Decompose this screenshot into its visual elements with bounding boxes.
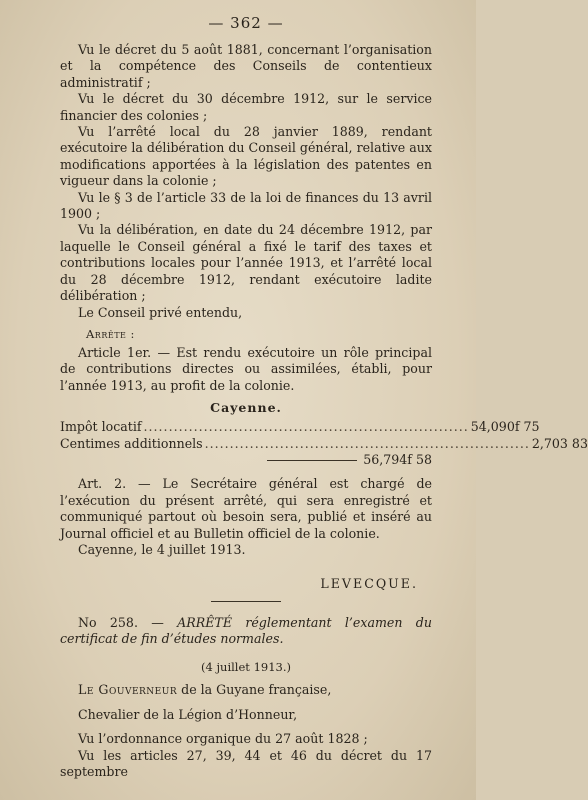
paragraph-decret-1881: Vu le décret du 5 août 1881, concernant l’organisation et la compétence des Conseils de contentieux administratif ; bbox=[60, 42, 432, 90]
governor-title: Le Gouverneur bbox=[78, 682, 178, 698]
arrete-label: Arrête : bbox=[86, 326, 135, 341]
item-value: 54,090f 75 bbox=[470, 419, 540, 435]
governor-rest: de la Guyane française, bbox=[177, 682, 332, 698]
place-date: Cayenne, le 4 juillet 1913. bbox=[78, 541, 246, 557]
total-row bbox=[60, 452, 432, 468]
paragraph-decret-1912: Vu le décret du 30 décembre 1912, sur le service financier des colonies ; bbox=[60, 91, 432, 123]
decree-title: ARRÊTÉ réglementant l’examen du certificat de fin d’études normales. bbox=[60, 614, 432, 647]
decree-number: No 258. — bbox=[78, 614, 164, 630]
article-1: Article 1er. — Est rendu exécutoire un rôle principal de contributions directes ou assimilées, établi, pour l’année 1913, au profit de la colonie. bbox=[60, 344, 432, 393]
section-title-cayenne: Cayenne. bbox=[210, 400, 282, 416]
table-row bbox=[60, 435, 588, 452]
decree-date: (4 juillet 1913.) bbox=[201, 660, 291, 675]
item-value: 2,703 83 bbox=[531, 435, 588, 451]
decree-heading bbox=[60, 615, 432, 648]
governor-line bbox=[60, 682, 432, 698]
paragraph-conseil-prive: Le Conseil privé entendu, bbox=[78, 304, 243, 320]
item-label: Impôt locatif bbox=[60, 419, 142, 435]
article-2: Art. 2. — Le Secrétaire général est chargé de l’exécution du présent arrêté, qui sera enregistré et communiqué partout où besoin sera, publié et inséré au Journal officiel et au Bulletin officiel de la colonie. bbox=[60, 476, 432, 541]
page-number: — 362 — bbox=[208, 14, 284, 32]
total-rule bbox=[267, 460, 357, 461]
chevalier-line: Chevalier de la Légion d’Honneur, bbox=[78, 706, 298, 722]
section-divider bbox=[211, 601, 281, 602]
item-label: Centimes additionnels bbox=[60, 435, 203, 451]
table-row bbox=[60, 419, 540, 435]
leader-dots: ................................................................. bbox=[204, 435, 530, 451]
signature: LEVECQUE. bbox=[320, 576, 418, 592]
paragraph-loi-1900: Vu le § 3 de l’article 33 de la loi de finances du 13 avril 1900 ; bbox=[60, 189, 432, 222]
total-value: 56,794f 58 bbox=[363, 451, 432, 467]
paragraph-deliberation-1912: Vu la délibération, en date du 24 décembre 1912, par laquelle le Conseil général a fixé le tarif des taxes et contributions locales pour l’année 1913, et l’arrêté local du 28 décembre 1912, rendant exécutoire ladite délibération ; bbox=[60, 222, 432, 304]
vu-ordonnance: Vu l’ordonnance organique du 27 août 1828 ; bbox=[78, 731, 368, 747]
vu-articles: Vu les articles 27, 39, 44 et 46 du décret du 17 septembre bbox=[60, 747, 432, 779]
leader-dots: ................................................................. bbox=[143, 419, 469, 435]
paragraph-arrete-1889: Vu l’arrêté local du 28 janvier 1889, rendant exécutoire la délibération du Conseil général, relative aux modifications apportées à la législation des patentes en vigueur dans la colonie ; bbox=[60, 124, 432, 189]
